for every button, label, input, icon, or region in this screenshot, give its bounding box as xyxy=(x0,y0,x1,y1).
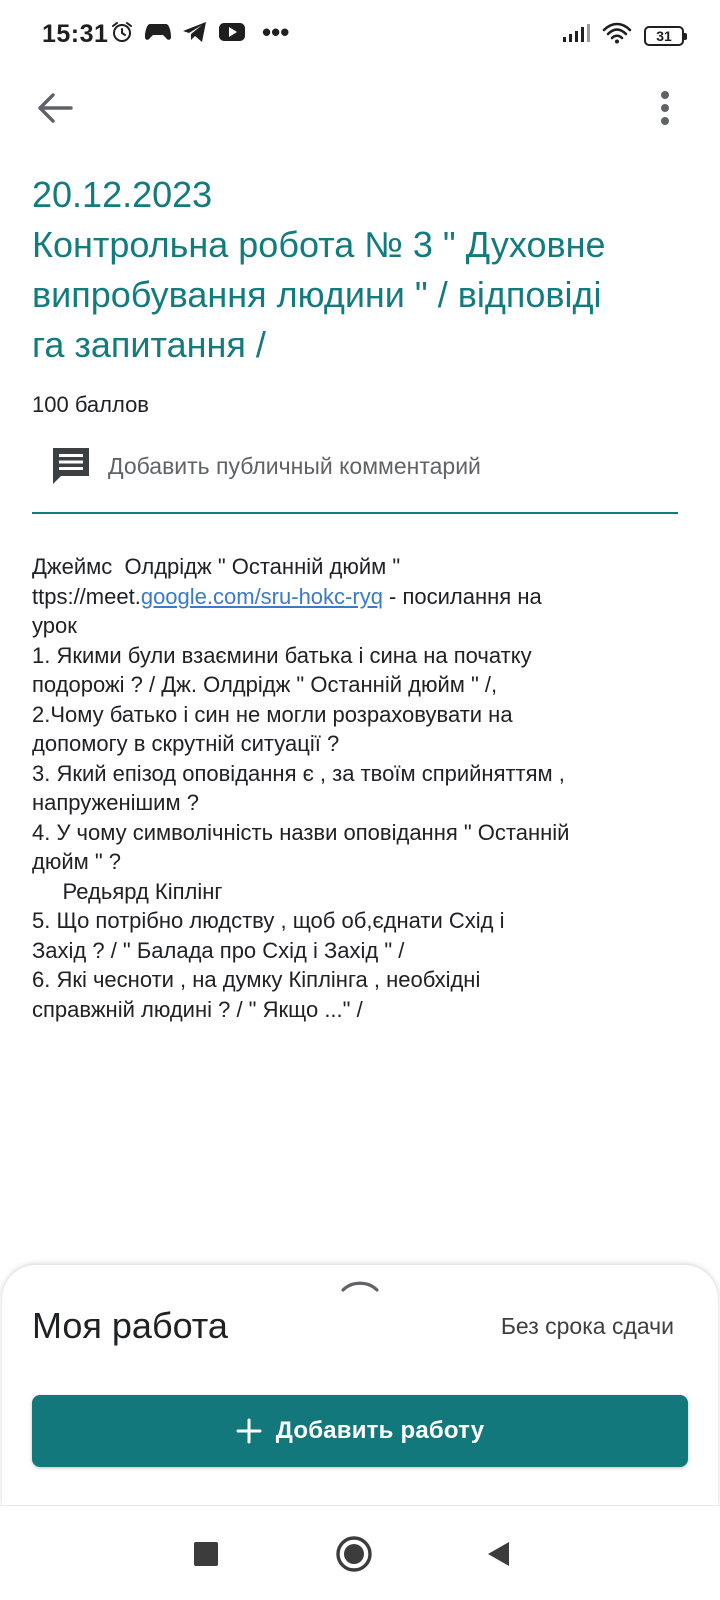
add-public-comment-button[interactable] xyxy=(32,440,678,514)
description-link-line xyxy=(32,582,682,612)
status-time: 15:31 xyxy=(42,20,109,48)
home-circle-icon xyxy=(335,1535,373,1578)
recents-button[interactable] xyxy=(186,1536,226,1576)
description-line: 3. Який епізод оповідання є , за твоїм сприйняттям , xyxy=(32,760,565,786)
battery-icon: 31 xyxy=(644,26,684,46)
more-notifications-indicator: ••• xyxy=(262,17,290,47)
back-button[interactable] xyxy=(30,85,80,135)
status-icons-right xyxy=(562,22,684,49)
comment-icon xyxy=(48,443,94,489)
chevron-up-icon[interactable] xyxy=(340,1277,380,1293)
recents-square-icon xyxy=(193,1541,219,1572)
description-line: дюйм " ? xyxy=(32,849,122,874)
description-line: 4. У чому символічність назви оповідання " Останній xyxy=(32,819,570,845)
link-suffix: - посилання на xyxy=(382,583,542,609)
comment-placeholder: Добавить публичный комментарий xyxy=(108,452,481,479)
description-line: справжній людині ? / " Якщо ..." / xyxy=(32,996,363,1022)
description-line: 2.Чому батько і син не могли розраховувати на xyxy=(32,701,513,727)
alarm-icon xyxy=(110,20,134,44)
description-line: 1. Якими були взаємини батька і сина на початку xyxy=(32,642,532,668)
more-options-button[interactable] xyxy=(650,85,680,135)
youtube-icon xyxy=(218,21,246,43)
meet-link[interactable]: google.com/sru-hokc-ryq xyxy=(140,583,383,609)
assignment-description xyxy=(32,552,682,1024)
status-icons-left xyxy=(110,17,290,47)
assignment-title-line: га запитання / xyxy=(32,324,266,365)
assignment-title-line: випробування людини " / відповіді xyxy=(32,274,602,315)
description-line: подорожі ? / Дж. Олдрідж " Останній дюйм " /, xyxy=(32,672,498,697)
signal-icon xyxy=(562,23,590,48)
description-line: Джеймс Олдрідж " Останній дюйм " xyxy=(32,554,401,579)
add-work-label: Добавить работу xyxy=(275,1417,485,1444)
description-line: напруженішим ? xyxy=(32,790,199,815)
description-line: 5. Що потрібно людству , щоб об,єднати Схід і xyxy=(32,908,505,933)
description-line: Захід ? / " Балада про Схід і Захід " / xyxy=(32,937,405,963)
my-work-sheet xyxy=(2,1265,718,1505)
plus-icon xyxy=(236,1418,262,1444)
description-line: 6. Які чесноти , на думку Кіплінга , необхідні xyxy=(32,967,481,992)
system-nav-bar xyxy=(0,1505,720,1600)
due-date-label: Без срока сдачи xyxy=(500,1313,674,1339)
back-triangle-icon xyxy=(485,1540,511,1573)
description-line: урок xyxy=(32,613,77,638)
home-button[interactable] xyxy=(334,1536,374,1576)
description-line: допомогу в скрутній ситуації ? xyxy=(32,731,340,756)
more-vert-icon xyxy=(660,90,670,131)
link-prefix: ttps://meet. xyxy=(32,583,141,609)
points-label: 100 баллов xyxy=(32,392,149,417)
description-line: Редьярд Кіплінг xyxy=(32,878,223,904)
arrow-back-icon xyxy=(37,92,73,129)
wifi-icon xyxy=(602,22,632,49)
status-bar xyxy=(0,0,720,70)
assignment-date: 20.12.2023 xyxy=(32,174,213,215)
game-controller-icon xyxy=(144,21,172,43)
assignment-title-line: Контрольна робота № 3 " Духовне xyxy=(32,224,606,265)
add-work-button[interactable] xyxy=(32,1395,688,1467)
system-back-button[interactable] xyxy=(478,1536,518,1576)
assignment-title xyxy=(32,170,682,370)
my-work-title: Моя работа xyxy=(32,1305,228,1346)
telegram-icon xyxy=(182,21,208,43)
